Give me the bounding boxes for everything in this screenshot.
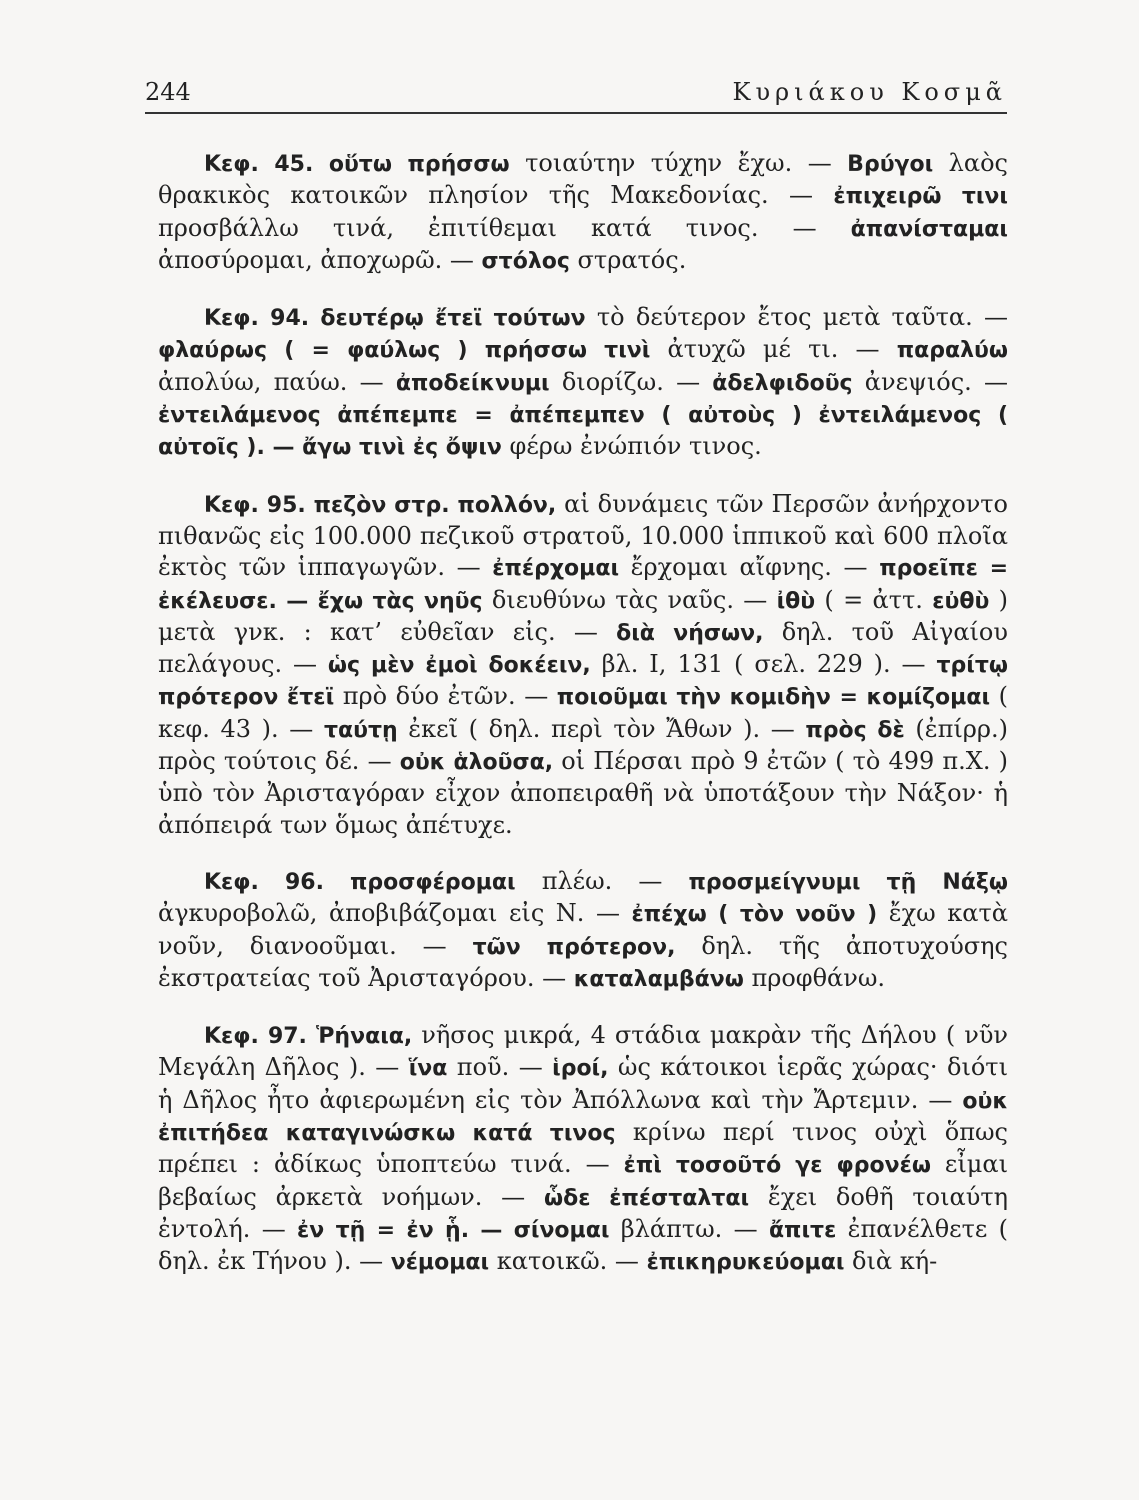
lemma-term: Κεφ. 97. Ῥήναια, — [204, 1024, 413, 1050]
gloss-text: κατοικῶ. — — [489, 1247, 647, 1276]
gloss-text: στρατός. — [569, 245, 687, 274]
gloss-text: οἱ Πέρσαι πρὸ 9 ἐτῶν ( τὸ 499 π.Χ. ) ὑπὸ τὸν Ἀρισταγόραν εἶχον ἀποπειραθῆ νὰ ὑποτάξουν τὴν Νάξον· ἡ ἀπόπειρά των ὅμως ἀπέτυχε. — [158, 747, 1008, 839]
lemma-term: εὐθὺ — [932, 588, 990, 614]
gloss-text: πρὸ δύο ἐτῶν. — — [334, 682, 557, 711]
lemma-term: τρίτῳ πρότερον ἔτεϊ — [158, 653, 1008, 711]
lemma-term: Κεφ. 96. προσφέρομαι — [204, 869, 516, 895]
gloss-text: διορίζω. — — [549, 367, 713, 396]
gloss-text: ( = ἀττ. — [815, 585, 933, 614]
gloss-text: κρίνω περί τινος οὐχὶ ὅπως πρέπει : ἀδίκως ὑποπτεύω τινά. — — [158, 1118, 1008, 1179]
gloss-text: διὰ κή- — [844, 1247, 938, 1276]
lemma-term: ἀδελφιδοῦς — [712, 370, 853, 396]
page-header — [145, 78, 1007, 114]
page-number: 244 — [145, 78, 191, 106]
gloss-text: προσβάλλω τινά, ἐπιτίθεμαι κατά τινος. — — [158, 213, 851, 242]
lemma-term: ἐντειλάμενος ἀπέπεμπε = ἀπέπεμπεν ( αὐτοὺς ) ἐντειλάμενος ( αὐτοῖς ). — ἄγω τινὶ ἐς ὄψιν — [158, 403, 1008, 461]
gloss-text: βλ. Ι, 131 ( σελ. 229 ). — — [590, 650, 937, 679]
gloss-text: ἐπανέλθετε ( δηλ. ἐκ Τήνου ). — — [158, 1214, 1008, 1276]
page-body — [158, 148, 1008, 1279]
gloss-text: βλάπτω. — — [609, 1214, 769, 1243]
lemma-term: παραλύω — [896, 338, 1008, 364]
lemma-term: ἐν τῇ = ἐν ᾗ. — σίνομαι — [297, 1217, 610, 1243]
gloss-text: δηλ. τοῦ Αἰγαίου πελάγους. — — [158, 617, 1008, 679]
lemma-term: ἰθὺ — [776, 588, 816, 614]
gloss-text: ( κεφ. 43 ). — — [158, 682, 1009, 743]
lemma-term: ἀποδείκνυμι — [395, 370, 550, 396]
gloss-text: τὸ δεύτερον ἔτος μετὰ ταῦτα. — — [585, 303, 1008, 332]
lemma-term: ἵνα — [408, 1056, 448, 1082]
paragraph-ch95 — [158, 489, 1008, 841]
lemma-term: πρὸς δὲ — [805, 717, 905, 743]
lemma-term: Κεφ. 45. οὕτω πρήσσω — [204, 152, 510, 177]
gloss-text: ὡς κάτοικοι ἱερᾶς χώρας· διότι ἡ Δῆλος ἦτο ἀφιερωμένη εἰς τὸν Ἀπόλλωνα καὶ τὴν Ἄρτεμιν. — — [158, 1053, 1008, 1114]
lemma-term: Βρύγοι — [847, 152, 934, 177]
lemma-term: Κεφ. 94. δευτέρῳ ἔτεϊ τούτων — [204, 306, 586, 332]
gloss-text: ἀνεψιός. — — [852, 367, 1008, 396]
lemma-term: διὰ νήσων, — [616, 620, 764, 646]
lemma-term: Κεφ. 95. πεζὸν στρ. πολλόν, — [204, 492, 557, 518]
gloss-text: ποῦ. — — [447, 1053, 553, 1082]
lemma-term: φλαύρως ( = φαύλως ) πρήσσω τινὶ — [158, 338, 651, 364]
gloss-text: (ἐπίρρ.) πρὸς τούτοις δέ. — — [158, 714, 1009, 776]
lemma-term: ἄπιτε — [768, 1217, 837, 1243]
gloss-text: ἐκεῖ ( δηλ. περὶ τὸν Ἄθων ). — — [397, 714, 806, 743]
gloss-text: πλέω. — — [515, 866, 689, 895]
paragraph-ch96 — [158, 866, 1008, 995]
gloss-text: ἔχω κατὰ νοῦν, διανοοῦμαι. — — [158, 899, 1008, 960]
lemma-term: προεῖπε = ἐκέλευσε. — ἔχω τὰς νηῦς — [158, 556, 1009, 614]
gloss-text: ἀτυχῶ μέ τι. — — [650, 335, 897, 364]
lemma-term: ἐπὶ τοσοῦτό γε φρονέω — [623, 1153, 931, 1179]
gloss-text: αἱ δυνάμεις τῶν Περσῶν ἀνήρχοντο πιθανῶς εἰς 100.000 πεζικοῦ στρατοῦ, 10.000 ἱππικοῦ καὶ 600 πλοῖα ἐκτὸς τῶν ἱππαγωγῶν. — — [158, 489, 1009, 582]
gloss-text: ἀποσύρομαι, ἀποχωρῶ. — — [158, 245, 482, 274]
lemma-term: ἐπιχειρῶ τινι — [833, 184, 1008, 210]
gloss-text: ἔρχομαι αἴφνης. — — [619, 553, 880, 582]
lemma-term: ὧδε ἐπέσταλται — [543, 1185, 750, 1211]
gloss-text: φέρω ἐνώπιόν τινος. — [501, 432, 762, 461]
lemma-term: ταύτῃ — [323, 717, 398, 743]
gloss-text: ἀπολύω, παύω. — — [158, 367, 396, 396]
lemma-term: ποιοῦμαι τὴν κομιδὴν = κομίζομαι — [556, 685, 991, 711]
gloss-text: ) μετὰ γνκ. : κατ’ εὐθεῖαν εἰς. — — [158, 585, 1008, 646]
gloss-text: δηλ. τῆς ἀποτυχούσης ἐκστρατείας τοῦ Ἀρισταγόρου. — — [158, 931, 1008, 992]
lemma-term: καταλαμβάνω — [573, 966, 744, 992]
lemma-term: τῶν πρότερον, — [472, 934, 676, 960]
gloss-text: λαὸς θρακικὸς κατοικῶν πλησίον τῆς Μακεδονίας. — — [158, 149, 1008, 210]
lemma-term: ὡς μὲν ἐμοὶ δοκέειν, — [327, 653, 591, 679]
paragraph-ch97 — [158, 1020, 1008, 1278]
gloss-text: εἶμαι βεβαίως ἀρκετὰ νοήμων. — — [158, 1150, 1008, 1211]
gloss-text: νῆσος μικρά, 4 στάδια μακρὰν τῆς Δήλου ( νῦν Μεγάλη Δῆλος ). — — [158, 1021, 1008, 1082]
running-title: Κυριάκου Κοσμᾶ — [732, 78, 1007, 106]
lemma-term: ἐπέρχομαι — [492, 556, 620, 582]
lemma-term: οὐκ ἁλοῦσα, — [399, 750, 554, 776]
lemma-term: προσμείγνυμι τῇ Νάξῳ — [688, 869, 1008, 895]
paragraph-ch45 — [158, 148, 1008, 277]
gloss-text: προφθάνω. — [743, 963, 886, 992]
gloss-text: τοιαύτην τύχην ἔχω. — — [509, 149, 848, 177]
lemma-term: νέμομαι — [390, 1250, 490, 1276]
lemma-term: οὐκ ἐπιτήδεα καταγινώσκω κατά τινος — [158, 1088, 1008, 1147]
lemma-term: στόλος — [481, 248, 570, 274]
lemma-term: ἱροί, — [552, 1056, 609, 1082]
gloss-text: ἔχει δοθῆ τοιαύτη ἐντολή. — — [158, 1182, 1008, 1243]
lemma-term: ἀπανίσταμαι — [850, 216, 1008, 242]
lemma-term: ἐπέχω ( τὸν νοῦν ) — [631, 902, 878, 928]
lemma-term: ἐπικηρυκεύομαι — [646, 1250, 845, 1276]
paragraph-ch94 — [158, 302, 1008, 463]
gloss-text: ἀγκυροβολῶ, ἀποβιβάζομαι εἰς Ν. — — [158, 899, 632, 928]
gloss-text: διευθύνω τὰς ναῦς. — — [482, 585, 777, 614]
